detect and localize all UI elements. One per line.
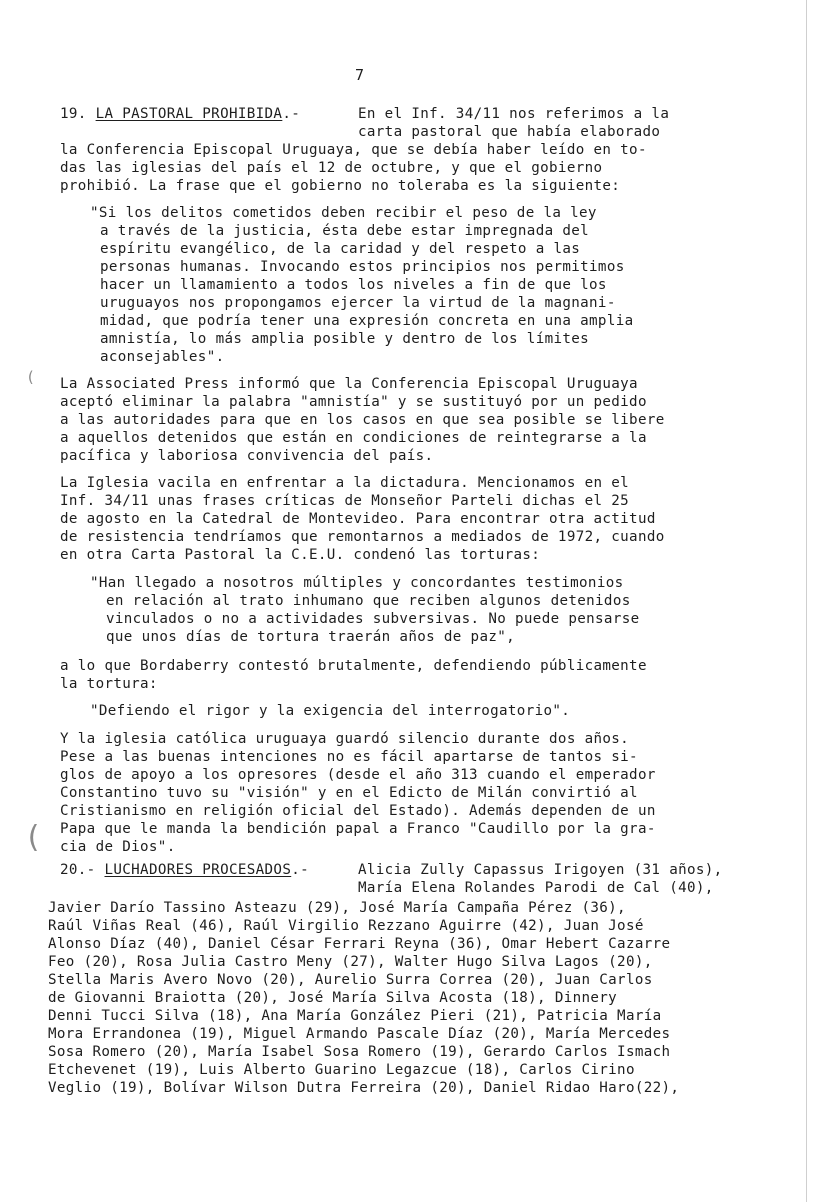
names-line: Mora Errandonea (19), Miguel Armando Pascale Díaz (20), María Mercedes (48, 1026, 671, 1042)
paragraph-line: de resistencia tendríamos que remontarnos a mediados de 1972, cuando (60, 529, 665, 545)
quote-line: "Han llegado a nosotros múltiples y concordantes testimonios (90, 575, 624, 591)
paragraph-line: prohibió. La frase que el gobierno no toleraba es la siguiente: (60, 178, 621, 194)
paragraph-line: Y la iglesia católica uruguaya guardó silencio durante dos años. (60, 731, 630, 747)
quote-line: vinculados o no a actividades subversivas. No puede pensarse (106, 611, 640, 627)
paragraph-line: a lo que Bordaberry contestó brutalmente, defendiendo públicamente (60, 658, 647, 674)
section-20-heading-line: 20.- LUCHADORES PROCESADOS.- (60, 862, 310, 878)
paragraph-line: a aquellos detenidos que están en condiciones de reintegrarse a la (60, 430, 647, 446)
section-second-line: carta pastoral que había elaborado (358, 124, 661, 140)
names-line: Raúl Viñas Real (46), Raúl Virgilio Rezzano Aguirre (42), Juan José (48, 918, 644, 934)
paragraph-line: de agosto en la Catedral de Montevideo. Para encontrar otra actitud (60, 511, 656, 527)
names-line: Denni Tucci Silva (18), Ana María González Pieri (21), Patricia María (48, 1008, 662, 1024)
quote-line: en relación al trato inhumano que reciben algunos detenidos (106, 593, 631, 609)
names-line: Sosa Romero (20), María Isabel Sosa Romero (19), Gerardo Carlos Ismach (48, 1044, 671, 1060)
paragraph-line: cia de Dios". (60, 839, 176, 855)
paragraph-line: la tortura: (60, 676, 158, 692)
paragraph-line: a las autoridades para que en los casos en que sea posible se libere (60, 412, 665, 428)
quote-line: "Si los delitos cometidos deben recibir el peso de la ley (90, 205, 597, 221)
names-line: Feo (20), Rosa Julia Castro Meny (27), Walter Hugo Silva Lagos (20), (48, 954, 653, 970)
section-number: 20.- (60, 862, 96, 878)
section-number: 19. (60, 106, 87, 122)
paragraph-line: das las iglesias del país el 12 de octubre, y que el gobierno (60, 160, 603, 176)
paragraph-line: glos de apoyo a los opresores (desde el año 313 cuando el emperador (60, 767, 656, 783)
paragraph-line: Constantino tuvo su "visión" y en el Edicto de Milán convirtió al (60, 785, 638, 801)
page-number: 7 (355, 66, 365, 84)
quote-line: aconsejables". (100, 349, 225, 365)
margin-mark: ( (24, 820, 43, 855)
section-first-line: En el Inf. 34/11 nos referimos a la (358, 106, 670, 122)
section-heading: LUCHADORES PROCESADOS (104, 862, 292, 878)
names-line: de Giovanni Braiotta (20), José María Silva Acosta (18), Dinnery (48, 990, 618, 1006)
paragraph-line: pacífica y laboriosa convivencia del país. (60, 448, 434, 464)
paragraph-line: aceptó eliminar la palabra "amnistía" y se sustituyó por un pedido (60, 394, 647, 410)
quote-line: uruguayos nos propongamos ejercer la virtud de la magnani- (100, 295, 616, 311)
quote-line: espíritu evangélico, de la caridad y del respeto a las (100, 241, 581, 257)
names-line: Etchevenet (19), Luis Alberto Guarino Legazcue (18), Carlos Cirino (48, 1062, 635, 1078)
paragraph-line: Cristianismo en religión oficial del Estado). Además dependen de un (60, 803, 656, 819)
quote-line: amnistía, lo más amplia posible y dentro de los límites (100, 331, 590, 347)
quote-line: hacer un llamamiento a todos los niveles a fin de que los (100, 277, 607, 293)
section-heading: LA PASTORAL PROHIBIDA (95, 106, 283, 122)
names-line: Veglio (19), Bolívar Wilson Dutra Ferreira (20), Daniel Ridao Haro(22), (48, 1080, 680, 1096)
paragraph-line: la Conferencia Episcopal Uruguaya, que se debía haber leído en to- (60, 142, 647, 158)
section-first-line: Alicia Zully Capassus Irigoyen (31 años), (358, 862, 723, 878)
page-edge-line (806, 0, 807, 1202)
margin-mark: ( (26, 368, 36, 386)
section-second-line: María Elena Rolandes Parodi de Cal (40), (358, 880, 714, 896)
names-line: Stella Maris Avero Novo (20), Aurelio Surra Correa (20), Juan Carlos (48, 972, 653, 988)
paragraph-line: Inf. 34/11 unas frases críticas de Monseñor Parteli dichas el 25 (60, 493, 630, 509)
names-line: Javier Darío Tassino Asteazu (29), José María Campaña Pérez (36), (48, 900, 626, 916)
paragraph-line: Papa que le manda la bendición papal a Franco "Caudillo por la gra- (60, 821, 656, 837)
paragraph-line: La Associated Press informó que la Conferencia Episcopal Uruguaya (60, 376, 638, 392)
quote-line: que unos días de tortura traerán años de paz", (106, 629, 516, 645)
quote-line: "Defiendo el rigor y la exigencia del interrogatorio". (90, 703, 571, 719)
paragraph-line: en otra Carta Pastoral la C.E.U. condenó las torturas: (60, 547, 541, 563)
paragraph-line: Pese a las buenas intenciones no es fácil apartarse de tantos si- (60, 749, 638, 765)
quote-line: personas humanas. Invocando estos principios nos permitimos (100, 259, 625, 275)
quote-line: midad, que podría tener una expresión concreta en una amplia (100, 313, 634, 329)
paragraph-line: La Iglesia vacila en enfrentar a la dictadura. Mencionamos en el (60, 475, 630, 491)
names-line: Alonso Díaz (40), Daniel César Ferrari Reyna (36), Omar Hebert Cazarre (48, 936, 671, 952)
quote-line: a través de la justicia, ésta debe estar impregnada del (100, 223, 590, 239)
section-19-heading-line: 19. LA PASTORAL PROHIBIDA.- (60, 106, 301, 122)
